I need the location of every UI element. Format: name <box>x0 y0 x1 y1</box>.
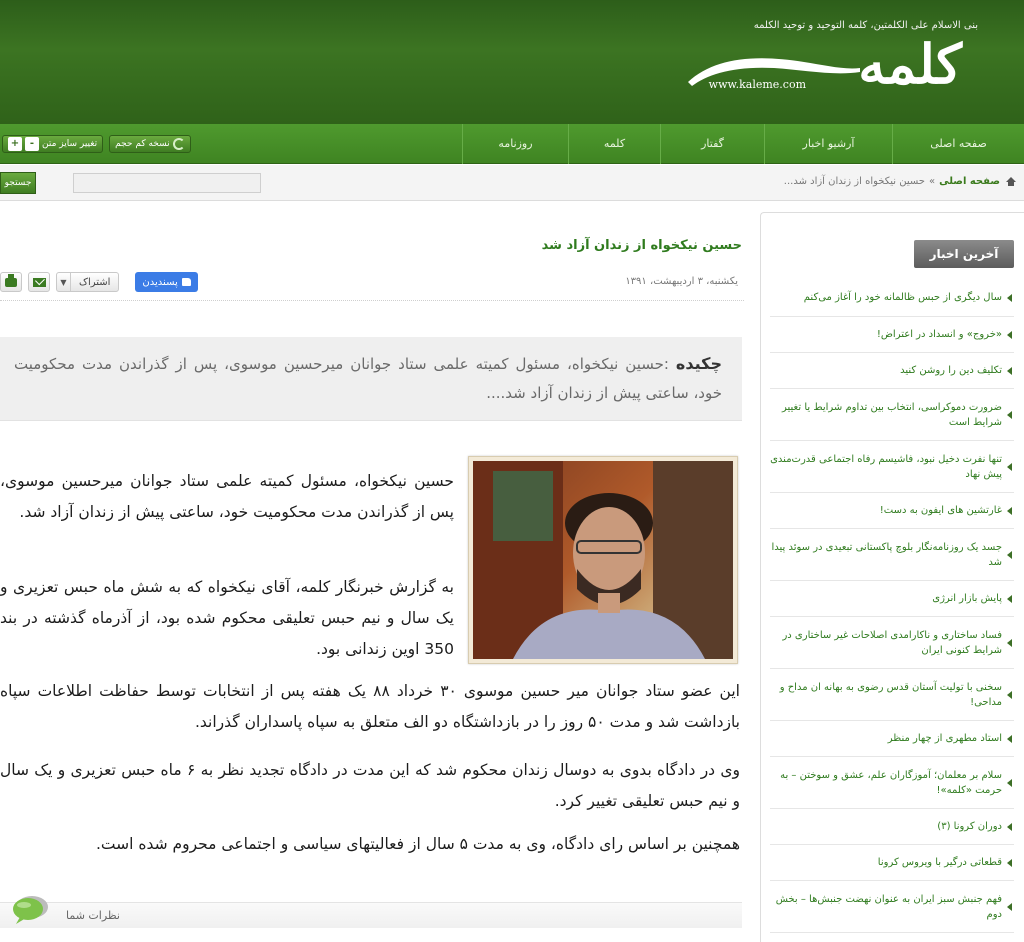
news-item[interactable]: پایش بازار انرژی <box>770 581 1014 617</box>
summary-text: :حسین نیکخواه، مسئول کمیته علمی ستاد جوانان میرحسین موسوی، پس از گذراندن مدت محکومیت خود، ساعتی پیش از زندان آزاد شد.... <box>14 355 722 402</box>
news-item[interactable]: سخنی با تولیت آستان قدس رضوی به بهانه ان مداح و مداحی! <box>770 669 1014 721</box>
latest-news-list <box>770 279 1014 933</box>
breadcrumb-bar <box>0 165 1024 201</box>
printer-icon <box>5 278 17 287</box>
nav-item-kaleme[interactable]: کلمه <box>568 124 660 164</box>
share-toolbar <box>0 272 198 292</box>
comments-header[interactable] <box>0 902 742 928</box>
site-logo[interactable] <box>684 14 984 110</box>
paragraph-2: به گزارش خبرنگار کلمه، آقای نیکخواه که به شش ماه حبس تعزیری و یک سال و نیم حبس تعلیقی محکوم شده بود، از آذرماه گذشته در بند 350 اوین زندانی بود. <box>0 578 454 658</box>
news-item[interactable]: «خروج» و انسداد در اعتراض! <box>770 317 1014 353</box>
nav-item-speech[interactable]: گفتار <box>660 124 764 164</box>
font-increase-button[interactable]: + <box>8 137 22 151</box>
article-summary <box>0 337 742 421</box>
article-title[interactable]: حسین نیکخواه از زندان آزاد شد <box>541 238 742 253</box>
latest-news-sidebar <box>760 212 1024 942</box>
site-url: www.kaleme.com <box>708 78 806 91</box>
paragraph-1: حسین نیکخواه، مسئول کمیته علمی ستاد جوانان میرحسین موسوی، پس از گذراندن مدت محکومیت خود، ساعتی پیش از زندان آزاد شد. <box>0 472 454 521</box>
news-item[interactable]: دوران کرونا (۳) <box>770 809 1014 845</box>
news-item[interactable]: فهم جنبش سبز ایران به عنوان نهضت جنبش‌ها – بخش دوم <box>770 881 1014 933</box>
news-item[interactable]: فساد ساختاری و ناکارامدی اصلاحات غیر ساختاری در شرایط کنونی ایران <box>770 617 1014 669</box>
nav-item-home[interactable]: صفحه اصلی <box>892 124 1024 164</box>
nav-tools <box>2 135 191 153</box>
breadcrumb <box>784 176 1016 187</box>
nav-item-archive[interactable]: آرشیو اخبار <box>764 124 892 164</box>
portrait-illustration <box>473 461 733 659</box>
news-item[interactable]: تنها نفرت دخیل نبود، فاشیسم رفاه اجتماعی قدرت‌مندی پیش نهاد <box>770 441 1014 493</box>
comments-label: نظرات شما <box>66 909 120 922</box>
paragraph-5: همچنین بر اساس رای دادگاه، وی به مدت ۵ سال از فعالیتهای سیاسی و اجتماعی محروم شده است. <box>96 835 740 853</box>
refresh-icon <box>173 138 185 150</box>
email-button[interactable] <box>28 272 50 292</box>
news-item[interactable]: قطعاتی درگیر با ویروس کرونا <box>770 845 1014 881</box>
paragraph-4: وی در دادگاه بدوی به دوسال زندان محکوم شد که این مدت در دادگاه تجدید نظر به ۶ ماه حبس تعزیری و یک سال و نیم حبس تعلیقی تغییر کرد. <box>0 761 740 810</box>
summary-label: چکیده <box>675 354 722 373</box>
news-item[interactable]: جسد یک روزنامه‌نگار بلوچ پاکستانی تبعیدی در سوئد پیدا شد <box>770 529 1014 581</box>
search-input[interactable] <box>73 173 261 193</box>
nav-menu <box>462 124 1024 164</box>
search-button[interactable]: جستجو <box>0 172 36 194</box>
sidebar-title: آخرین اخبار <box>914 240 1014 268</box>
news-item[interactable]: ضرورت دموکراسی، انتخاب بین تداوم شرایط یا تغییر شرایط است <box>770 389 1014 441</box>
breadcrumb-current: حسین نیکخواه از زندان آزاد شد... <box>783 176 925 187</box>
paragraph-3: این عضو ستاد جوانان میر حسین موسوی ۳۰ خرداد ۸۸ یک هفته پس از انتخابات توسط حفاظت اطلاعات سپاه بازداشت شد و مدت ۵۰ روز را در بازداشتگاه دو الف متعلق به سپاه پاسداران گذراند. <box>0 682 740 731</box>
nav-item-newspaper[interactable]: روزنامه <box>462 124 568 164</box>
share-dropdown[interactable] <box>56 272 119 292</box>
logo-wordmark: کلمه <box>858 32 962 96</box>
divider <box>0 300 744 301</box>
mobile-version-label: نسخه کم حجم <box>115 139 170 149</box>
portrait-image <box>473 461 733 659</box>
chevron-down-icon: ▼ <box>57 273 71 291</box>
news-item[interactable]: سلام بر معلمان؛ آموزگاران علم، عشق و سوختن – به حرمت «کلمه»! <box>770 757 1014 809</box>
news-item[interactable]: سال دیگری از حبس ظالمانه خود را آغاز می‌کنم <box>770 279 1014 317</box>
site-header <box>0 0 1024 124</box>
share-label: اشتراک <box>79 276 111 288</box>
news-item[interactable]: غارتشین های ایفون به دست! <box>770 493 1014 529</box>
header-tagline: بنی الاسلام علی الکلمتین، کلمه التوحید و توحید الکلمه <box>753 20 978 31</box>
breadcrumb-home-link[interactable]: صفحه اصلی <box>939 176 1000 187</box>
font-size-label: تغییر سایز متن <box>42 139 98 149</box>
comment-bubble-icon <box>10 895 50 925</box>
like-label: پسندیدن <box>142 276 178 288</box>
print-button[interactable] <box>0 272 22 292</box>
envelope-icon <box>33 278 46 287</box>
thumbs-up-icon <box>182 278 191 286</box>
mobile-version-button[interactable] <box>109 135 191 153</box>
news-item[interactable]: استاد مطهری از چهار منظر <box>770 721 1014 757</box>
article-photo <box>468 456 738 664</box>
font-decrease-button[interactable]: - <box>25 137 39 151</box>
font-size-control <box>2 135 103 153</box>
article-date: یکشنبه، ۳ اردیبهشت، ۱۳۹۱ <box>625 276 738 287</box>
breadcrumb-separator: » <box>928 176 936 187</box>
facebook-like-button[interactable] <box>135 272 197 292</box>
main-navbar <box>0 124 1024 164</box>
news-item[interactable]: تکلیف دین را روشن کنید <box>770 353 1014 389</box>
home-icon <box>1006 177 1016 186</box>
